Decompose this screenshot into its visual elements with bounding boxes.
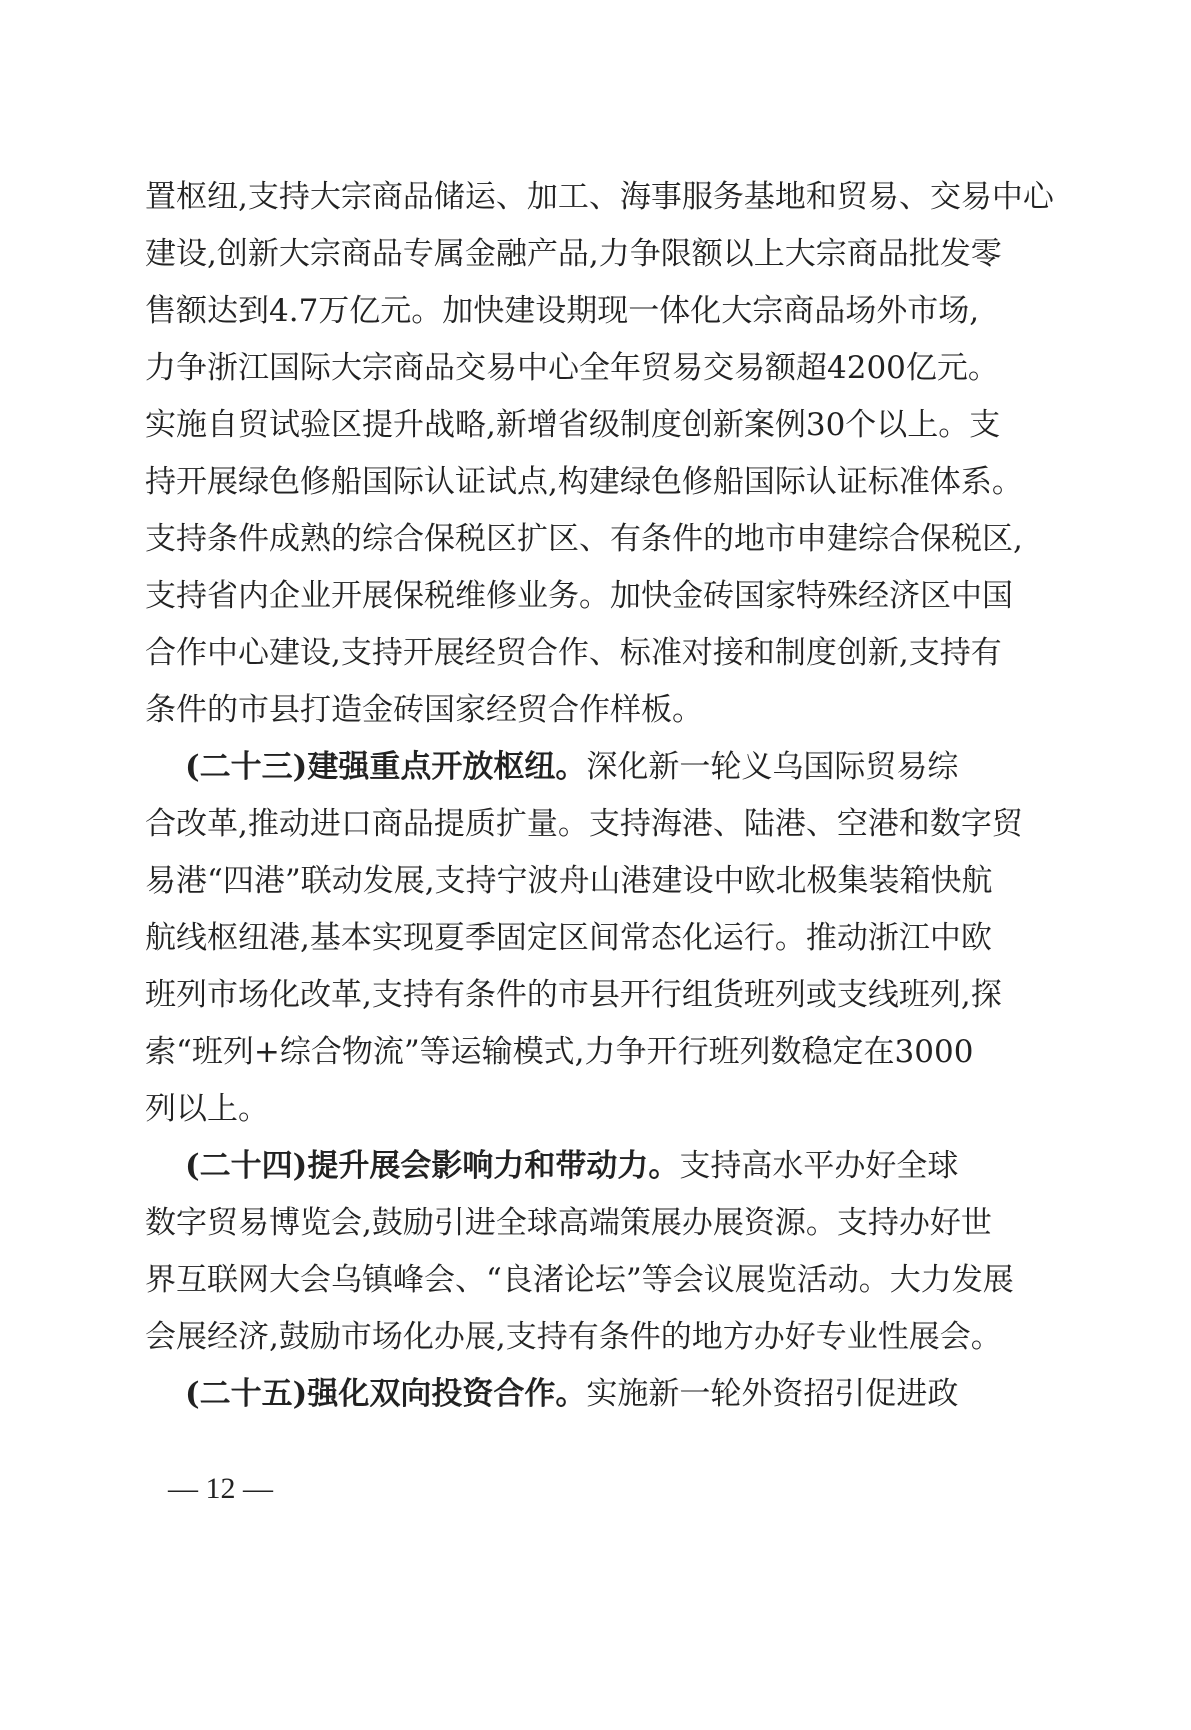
section-25-first-line [145, 1369, 959, 1426]
text-line: 力争浙江国际大宗商品交易中心全年贸易交易额超4200亿元。 [145, 350, 999, 386]
section-24-text: 支持高水平办好全球 [679, 1148, 959, 1184]
text-line: 建设,创新大宗商品专属金融产品,力争限额以上大宗商品批发零 [145, 236, 1002, 272]
section-25-heading: (二十五)强化双向投资合作。 [185, 1376, 587, 1412]
text-line: 列以上。 [145, 1091, 269, 1127]
text-line: 条件的市县打造金砖国家经贸合作样板。 [145, 692, 703, 728]
text-line: 易港“四港”联动发展,支持宁波舟山港建设中欧北极集装箱快航 [145, 863, 993, 899]
section-23-text: 深化新一轮义乌国际贸易综 [586, 749, 959, 785]
text-line: 数字贸易博览会,鼓励引进全球高端策展办展资源。支持办好世 [145, 1205, 992, 1241]
text-line: 支持省内企业开展保税维修业务。加快金砖国家特殊经济区中国 [145, 578, 1013, 614]
text-line: 会展经济,鼓励市场化办展,支持有条件的地方办好专业性展会。 [145, 1319, 1002, 1355]
text-line: 班列市场化改革,支持有条件的市县开行组货班列或支线班列,探 [145, 977, 1002, 1013]
text-line: 索“班列+综合物流”等运输模式,力争开行班列数稳定在3000 [145, 1034, 974, 1070]
section-23-first-line [145, 742, 959, 799]
text-line: 持开展绿色修船国际认证试点,构建绿色修船国际认证标准体系。 [145, 464, 1023, 500]
text-line: 支持条件成熟的综合保税区扩区、有条件的地市申建综合保税区, [145, 521, 1023, 557]
section-25-text: 实施新一轮外资招引促进政 [586, 1376, 959, 1412]
text-line: 航线枢纽港,基本实现夏季固定区间常态化运行。推动浙江中欧 [145, 920, 992, 956]
section-24-heading: (二十四)提升展会影响力和带动力。 [185, 1148, 680, 1184]
text-line: 售额达到4.7万亿元。加快建设期现一体化大宗商品场外市场, [145, 293, 980, 329]
section-23-heading: (二十三)建强重点开放枢纽。 [185, 749, 587, 785]
document-body [145, 172, 1054, 1426]
page-number: — 12 — [168, 1472, 273, 1505]
text-line: 合改革,推动进口商品提质扩量。支持海港、陆港、空港和数字贸 [145, 806, 1023, 842]
text-line: 置枢纽,支持大宗商品储运、加工、海事服务基地和贸易、交易中心 [145, 179, 1054, 215]
text-line: 界互联网大会乌镇峰会、“良渚论坛”等会议展览活动。大力发展 [145, 1262, 1014, 1298]
section-24-first-line [145, 1141, 959, 1198]
text-line: 合作中心建设,支持开展经贸合作、标准对接和制度创新,支持有 [145, 635, 1002, 671]
text-line: 实施自贸试验区提升战略,新增省级制度创新案例30个以上。支 [145, 407, 1001, 443]
